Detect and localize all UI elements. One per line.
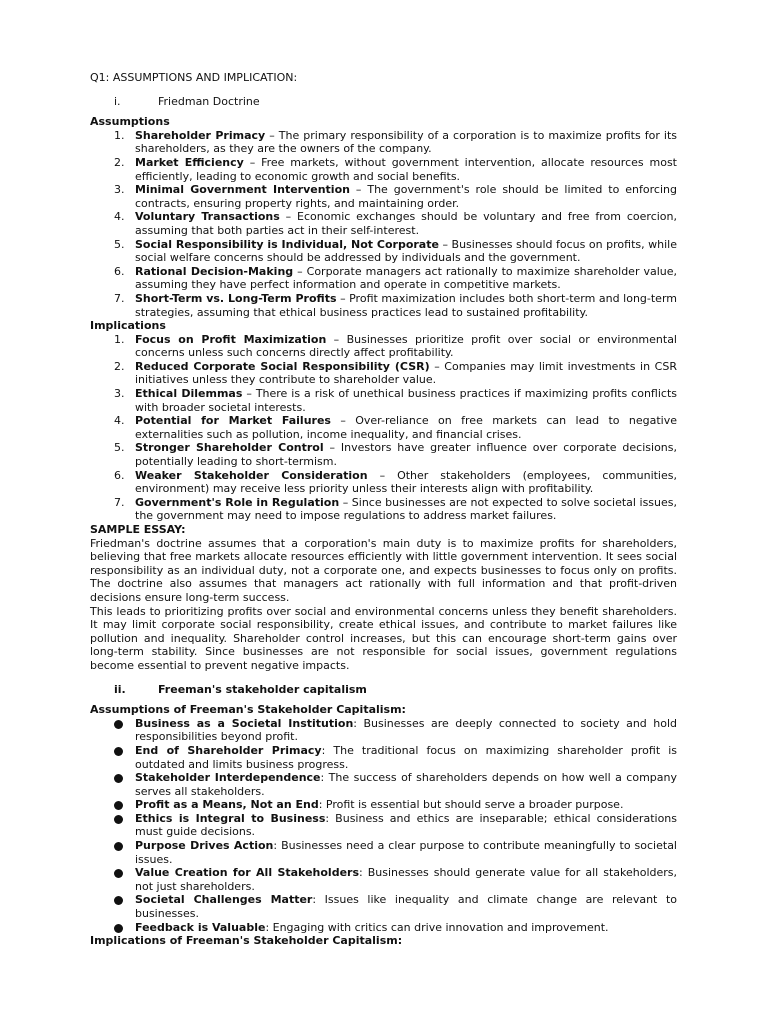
item-term: Value Creation for All Stakeholders [135,866,360,880]
item-text: – Corporate managers act rationally to maximize shareholder value, assuming they have perfect information and operate in competitive markets. [135,264,677,292]
list-item [90,414,677,441]
item-number: 2. [114,359,125,373]
list-item [90,771,677,798]
item-term: Government's Role in Regulation [135,495,340,509]
freeman-assumptions-label: Assumptions of Freeman's Stakeholder Capitalism: [90,703,406,717]
item-number: 6. [114,468,125,482]
list-item [90,129,677,156]
list-item [90,469,677,496]
section-heading-friedman [90,95,677,109]
question-heading: Q1: ASSUMPTIONS AND IMPLICATION: [90,71,298,84]
friedman-implications-list [90,333,677,523]
sample-essay-label: SAMPLE ESSAY: [90,523,186,536]
item-term: Business as a Societal Institution [135,716,354,730]
item-term: Ethics is Integral to Business [135,811,326,825]
item-number: 4. [114,414,125,428]
item-text: : The success of shareholders depends on how well a company serves all stakeholders. [135,771,678,798]
section-number: ii. [114,682,126,696]
list-item [90,441,677,468]
item-text: – There is a risk of unethical business practices if maximizing profits conflicts with broader societal interests. [135,387,677,414]
item-term: Social Responsibility is Individual, Not Corporate [135,237,439,251]
item-text: – The primary responsibility of a corporation is to maximize profits for its shareholders, as they are the owners of the company. [135,128,677,156]
friedman-assumptions-list [90,129,677,319]
item-term: Feedback is Valuable [135,920,266,934]
bullet-icon [90,812,135,839]
list-item [90,717,677,744]
item-term: Profit as a Means, Not an End [135,798,319,812]
item-number: 3. [114,387,125,401]
item-term: Weaker Stakeholder Consideration [135,468,368,482]
essay-paragraph: This leads to prioritizing profits over social and environmental concerns unless they benefit shareholders. It may limit corporate social responsibility, create ethical issues, and contribute to market failures like pollution and inequality. Shareholder control increases, but this can encourage short-term gains over long-term stability. Since businesses are not responsible for social issues, government regulations become essential to prevent negative impacts. [90,604,677,672]
bullet-icon [90,717,135,744]
list-item [90,292,677,319]
item-term: Purpose Drives Action [135,839,274,853]
list-item [90,921,677,935]
item-text: – Companies may limit investments in CSR initiatives unless they contribute to shareholder value. [135,359,677,387]
implications-label: Implications [90,319,166,333]
document-body [90,71,677,948]
item-number: 5. [114,441,125,455]
item-text: : Business and ethics are inseparable; ethical considerations must guide decisions. [135,811,677,839]
bullet-icon [90,771,135,798]
list-item [90,265,677,292]
item-number: 1. [114,332,125,346]
list-item [90,333,677,360]
essay-paragraph: Friedman's doctrine assumes that a corporation's main duty is to maximize profits for shareholders, believing that free markets allocate resources efficiently with little government intervention. It sees social responsibility as an individual duty, not a corporate one, and expects businesses to focus only on profits. The doctrine also assumes that managers act rationally with full information and that profit-driven decisions ensure long-term success. [90,536,677,604]
item-term: Stakeholder Interdependence [135,771,321,785]
item-number: 5. [114,237,125,251]
item-text: – Other stakeholders (employees, communities, environment) may receive less priority unless their interests align with profitability. [135,468,677,496]
bullet-icon [90,893,135,920]
item-term: Short-Term vs. Long-Term Profits [135,291,337,305]
item-number: 7. [114,291,125,305]
section-heading-freeman [90,683,677,697]
item-text: – Investors have greater influence over corporate decisions, potentially leading to short-termism. [135,441,677,469]
item-text: : Profit is essential but should serve a broader purpose. [318,798,624,812]
list-item [90,156,677,183]
list-item [90,893,677,920]
item-text: – Free markets, without government intervention, allocate resources most efficiently, leading to economic growth and social benefits. [135,155,677,183]
item-term: End of Shareholder Primacy [135,743,322,757]
item-term: Market Efficiency [135,155,244,169]
list-item [90,496,677,523]
item-text: : Businesses are deeply connected to society and hold responsibilities beyond profit. [135,716,677,744]
item-text: – Over-reliance on free markets can lead to negative externalities such as pollution, income inequality, and financial crises. [135,414,678,441]
list-item [90,798,677,812]
item-number: 1. [114,128,125,142]
list-item [90,866,677,893]
item-text: : Issues like inequality and climate change are relevant to businesses. [135,893,678,921]
item-number: 4. [114,210,125,224]
item-term: Voluntary Transactions [135,210,280,224]
item-term: Ethical Dilemmas [135,387,243,401]
item-text: – Economic exchanges should be voluntary and free from coercion, assuming that both parties act in their self-interest. [135,210,677,237]
spacer [90,673,677,683]
item-text: – Profit maximization includes both short-term and long-term strategies, assuming that ethical business practices lead to sustained profitability. [135,291,677,319]
section-title: Friedman Doctrine [158,94,260,108]
item-text: – Businesses should focus on profits, while social welfare concerns should be addressed by individuals and the government. [135,237,677,265]
item-text: : Businesses need a clear purpose to contribute meaningfully to societal issues. [135,839,677,866]
item-term: Shareholder Primacy [135,128,266,142]
item-text: – Since businesses are not expected to solve societal issues, the government may need to impose regulations to address market failures. [135,495,677,523]
item-term: Societal Challenges Matter [135,893,313,907]
item-text: : The traditional focus on maximizing shareholder profit is outdated and limits business progress. [135,743,677,771]
item-term: Reduced Corporate Social Responsibility (CSR) [135,359,430,373]
assumptions-label: Assumptions [90,115,170,129]
item-number: 3. [114,183,125,197]
list-item [90,238,677,265]
bullet-icon [90,866,135,893]
item-text: : Engaging with critics can drive innovation and improvement. [265,920,609,934]
list-item [90,360,677,387]
item-text: – The government's role should be limited to enforcing contracts, ensuring property rights, and maintaining order. [135,183,677,210]
freeman-assumptions-list [90,717,677,935]
section-title: Freeman's stakeholder capitalism [158,682,367,696]
list-item [90,839,677,866]
list-item [90,210,677,237]
list-item [90,183,677,210]
item-term: Rational Decision-Making [135,264,294,278]
section-number: i. [114,94,121,108]
item-number: 7. [114,495,125,509]
list-item [90,744,677,771]
list-item [90,812,677,839]
bullet-icon [90,921,135,935]
item-number: 6. [114,264,125,278]
bullet-icon [90,839,135,866]
item-term: Focus on Profit Maximization [135,332,327,346]
item-term: Potential for Market Failures [135,414,331,428]
freeman-implications-label: Implications of Freeman's Stakeholder Capitalism: [90,934,403,948]
item-term: Minimal Government Intervention [135,183,350,197]
item-text: – Businesses prioritize profit over social or environmental concerns unless such concerns directly affect profitability. [135,332,677,360]
list-item [90,387,677,414]
bullet-icon [90,798,135,812]
item-number: 2. [114,155,125,169]
item-term: Stronger Shareholder Control [135,441,324,455]
bullet-icon [90,744,135,771]
item-text: : Businesses should generate value for all stakeholders, not just shareholders. [135,866,677,893]
